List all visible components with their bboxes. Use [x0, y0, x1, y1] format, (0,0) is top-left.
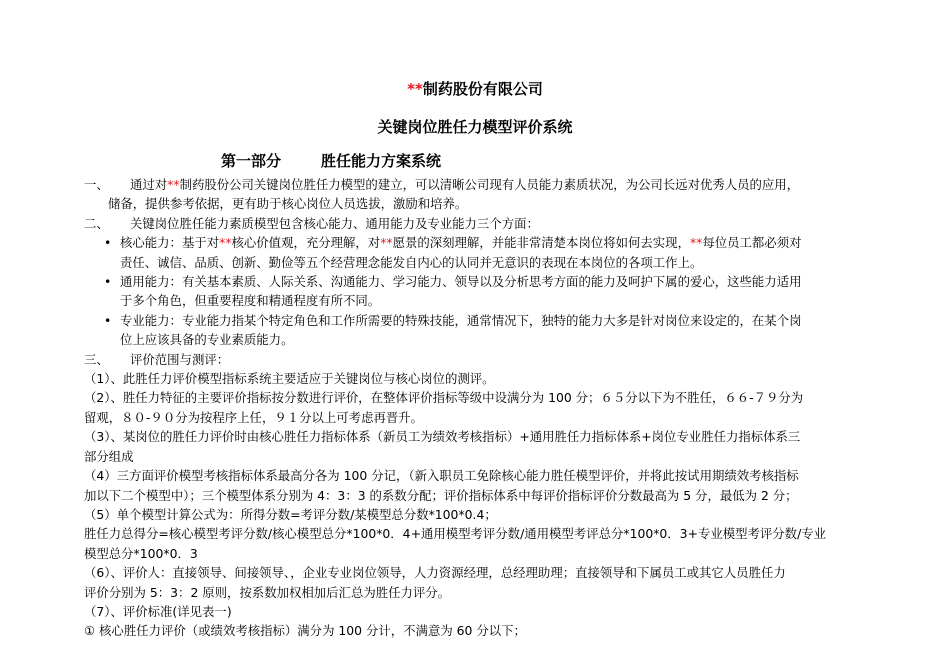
section-3-item: （3）、某岗位的胜任力评价时由核心胜任力指标体系（新员工为绩效考核指标）+通用胜任力指标体系+岗位专业胜任力指标体系三 — [84, 429, 801, 445]
section-3-item: （1）、此胜任力评价模型指标系统主要适应于关键岗位与核心岗位的测评。 — [84, 371, 495, 387]
pro-text: 专业能力：专业能力指某个特定角色和工作所需要的特殊技能，通常情况下，独特的能力大多是针对岗位来设定的，在某个岗 — [120, 312, 802, 328]
section-3-item: （5）单个模型计算公式为：所得分数=考评分数/某模型总分数*100*0.4； — [84, 506, 497, 522]
section-3-number: 三、 — [84, 351, 109, 367]
section-1-text-a: 通过对 — [130, 177, 168, 192]
section-3-item: （7）、评价标准(详见表一) — [84, 603, 232, 619]
bullet-icon: • — [104, 312, 112, 328]
company-title — [0, 78, 950, 99]
bullet-pro-line-1 — [84, 311, 874, 330]
section-3-item: 模型总分*100*0．3 — [84, 545, 198, 561]
core-text-d: 每位员工都必须对 — [702, 235, 802, 251]
section-1-line-2: 储备，提供参考依据，更有助于核心岗位人员选拔，激励和培养。 — [108, 196, 468, 212]
section-3-item: 评价分别为 5：3：2 原则，按系数加权相加后汇总为胜任力评分。 — [84, 584, 451, 600]
company-prefix: ** — [407, 80, 423, 98]
general-text: 通用能力：有关基本素质、人际关系、沟通能力、学习能力、领导以及分析思考方面的能力及呵护下属的爱心，这些能力适用 — [120, 274, 802, 290]
section-3-intro — [84, 350, 874, 369]
section-1-text-b: 制药股份公司关键岗位胜任力模型的建立，可以清晰公司现有人员能力素质状况，为公司长远对优秀人员的应用， — [179, 177, 800, 192]
section-3-item: 留观，８０-９０分为按程序上任，９１分以上可考虑再晋升。 — [84, 409, 424, 425]
section-1-star: ** — [167, 177, 180, 192]
part-heading — [221, 150, 441, 171]
document-body — [84, 175, 874, 641]
section-3-intro-text: 评价范围与测评： — [130, 351, 230, 367]
core-text-b: 核心价值观，充分理解，对 — [231, 235, 381, 251]
section-3-item: （4）三方面评价模型考核指标体系最高分各为 100 分记，（新入职员工免除核心能力胜任模型评价，并将此按试用期绩效考核指标 — [84, 468, 799, 484]
section-3-item: （2）、胜任力特征的主要评价指标按分数进行评价，在整体评价指标等级中设满分为 100 分；６５分以下为不胜任，６６-７９分为 — [84, 390, 804, 406]
section-2-intro-text: 关键岗位胜任能力素质模型包含核心能力、通用能力及专业能力三个方面： — [130, 215, 539, 231]
company-name: 制药股份有限公司 — [422, 80, 543, 98]
bullet-core-line-1 — [84, 233, 874, 252]
system-title: 关键岗位胜任力模型评价系统 — [377, 118, 573, 136]
section-3-item: 加以下二个模型中）；三个模型体系分别为 4：3：3 的系数分配；评价指标体系中每评价指标评价分数最高为 5 分，最低为 2 分； — [84, 487, 798, 503]
bullet-general-line-2: 于多个角色，但重要程度和精通程度有所不同。 — [120, 293, 381, 309]
bullet-icon: • — [104, 274, 112, 290]
part-label: 第一部分 — [221, 152, 282, 170]
section-1-number: 一、 — [84, 177, 109, 192]
bullet-icon: • — [104, 235, 112, 251]
part-title: 胜任能力方案系统 — [321, 152, 442, 170]
section-3-item: （6）、评价人：直接领导、间接领导、，企业专业岗位领导，人力资源经理，总经理助理；直接领导和下属员工或其它人员胜任力 — [84, 565, 786, 581]
core-star-2: ** — [380, 235, 393, 251]
section-1-line-1 — [84, 175, 874, 194]
core-star-1: ** — [219, 235, 232, 251]
section-2-number: 二、 — [84, 215, 109, 231]
section-2-intro — [84, 214, 874, 233]
core-text-a: 核心能力：基于对 — [120, 235, 220, 251]
bullet-core-line-2: 责任、诚信、品质、创新、勤俭等五个经营理念能发自内心的认同并无意识的表现在本岗位的各项工作上。 — [120, 254, 703, 270]
core-text-c: 愿景的深刻理解，并能非常清楚本岗位将如何去实现， — [392, 235, 690, 251]
section-3-item: 部分组成 — [84, 448, 134, 464]
bullet-general-line-1 — [84, 272, 874, 291]
bullet-pro-line-2: 位上应该具备的专业素质能力。 — [120, 332, 294, 348]
section-3-item: 胜任力总得分=核心模型考评分数/核心模型总分*100*0．4+通用模型考评分数/通用模型考评总分*100*0．3+专业模型考评分数/专业 — [84, 526, 827, 542]
section-3-item: ① 核心胜任力评价（或绩效考核指标）满分为 100 分计，不满意为 60 分以下； — [84, 623, 526, 639]
core-star-3: ** — [689, 235, 703, 251]
